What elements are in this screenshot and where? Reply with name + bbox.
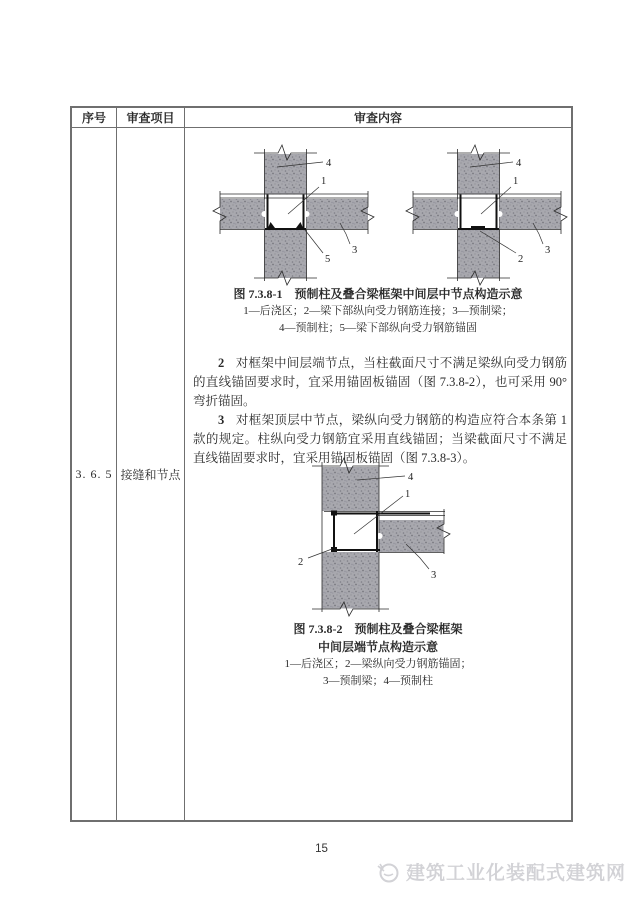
paragraph-3-text: 对框架顶层中节点，梁纵向受力钢筋的构造应符合本条第 1 款的规定。柱纵向受力钢筋宜采用直线锚固；当梁截面尺寸不满足直线锚固要求时，宜采用锚固板锚固（图 7.3.8-3）。	[193, 413, 567, 465]
table-body-row	[72, 128, 571, 820]
figure2-caption	[185, 620, 571, 690]
label-beam: 3	[352, 245, 358, 256]
figure2-note-line1: 1—后浇区；2—梁纵向受力钢筋锚固；	[284, 658, 472, 670]
figure1-caption-title: 图 7.3.8-1 预制柱及叠合梁框架中间层中节点构造示意	[233, 287, 523, 301]
watermark	[376, 858, 626, 885]
paragraph-2	[193, 354, 567, 411]
anchor-plate-top	[331, 511, 337, 516]
header-item: 审查项目	[117, 108, 185, 127]
paragraph-2-text: 对框架中间层端节点，当柱截面尺寸不满足梁纵向受力钢筋的直线锚固要求时，宜采用锚固板锚固（图 7.3.8-2），也可采用 90°弯折锚固。	[193, 356, 567, 408]
figure1-note-line1: 1—后浇区；2—梁下部纵向受力钢筋连接；3—预制梁；	[243, 305, 513, 317]
figure2-diagram	[290, 454, 460, 619]
figure1-note-line2: 4—预制柱；5—梁下部纵向受力钢筋锚固	[279, 322, 477, 334]
figure2-caption-line2: 中间层端节点构造示意	[317, 640, 438, 654]
header-serial: 序号	[72, 108, 117, 127]
label-beam: 3	[431, 570, 437, 581]
label-beam: 3	[545, 245, 551, 256]
page-number: 15	[315, 843, 328, 855]
cast-in-place-joint	[265, 195, 306, 231]
body-paragraphs	[193, 354, 567, 468]
review-table	[70, 106, 573, 822]
figure2-caption-line1: 图 7.3.8-2 预制柱及叠合梁框架	[293, 622, 463, 636]
label-anchor: 5	[325, 254, 331, 265]
watermark-text: 建筑工业化装配式建筑网	[405, 863, 626, 884]
anchor-plate-bottom	[331, 547, 337, 552]
cell-content	[185, 128, 571, 820]
cell-item: 接缝和节点	[117, 128, 185, 820]
header-content: 审查内容	[353, 111, 402, 125]
table-header-row	[72, 108, 571, 128]
figure1-left-diagram	[207, 141, 382, 289]
label-joint: 1	[321, 176, 327, 187]
label-anchor: 2	[298, 557, 304, 568]
watermark-logo-icon	[376, 860, 400, 884]
label-joint: 1	[405, 489, 411, 500]
figure1-caption	[185, 286, 571, 337]
cast-in-place-joint	[458, 195, 499, 231]
label-column: 4	[326, 158, 332, 169]
paragraph-3-number: 3	[218, 413, 225, 427]
label-splice: 2	[518, 254, 524, 265]
label-joint: 1	[513, 176, 519, 187]
rebar-splice-sleeve	[471, 226, 485, 230]
label-column: 4	[408, 472, 414, 483]
cell-serial: 3. 6. 5	[72, 128, 117, 820]
figure2-note-line2: 3—预制梁；4—预制柱	[323, 675, 433, 687]
paragraph-2-number: 2	[218, 356, 225, 370]
figure1-right-diagram	[400, 141, 575, 289]
label-column: 4	[516, 158, 522, 169]
